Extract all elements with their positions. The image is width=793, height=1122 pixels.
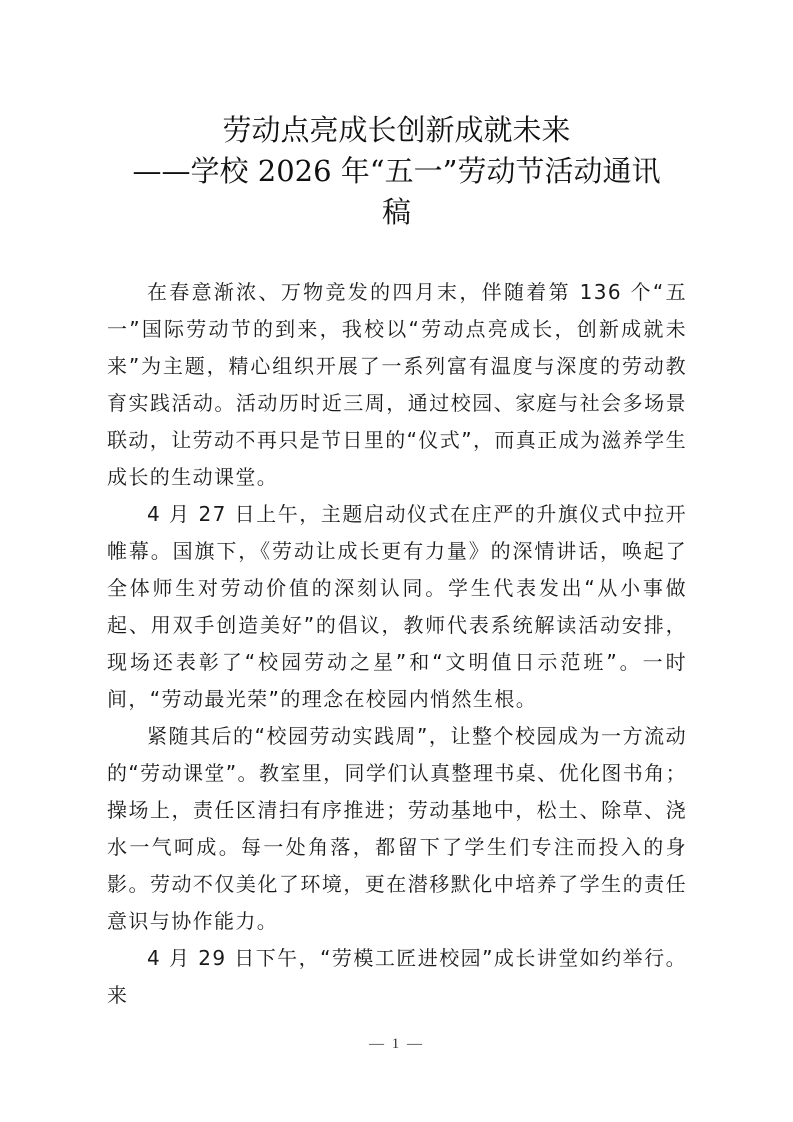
title-subtitle-continued: 稿 [381,195,411,229]
paragraph-practice-week: 紧随其后的“校园劳动实践周”，让整个校园成为一方流动的“劳动课堂”。教室里，同学们认真整理书桌、优化图书角；操场上，责任区清扫有序推进；劳动基地中，松土、除草、浇水一气呵成。每一处角落，都留下了学生们专注而投入的身影。劳动不仅美化了环境，更在潜移默化中培养了学生的责任意识与协作能力。 [107,724,687,933]
paragraph-lecture: 4 月 29 日下午，“劳模工匠进校园”成长讲堂如约举行。来 [107,946,687,1007]
document-title [100,110,693,233]
title-subtitle: ——学校 2026 年“五一”劳动节活动通讯 [132,154,661,188]
page-number: — 1 — [369,1036,424,1052]
title-main: 劳动点亮成长创新成就未来 [222,113,571,147]
paragraph-launch-ceremony: 4 月 27 日上午，主题启动仪式在庄严的升旗仪式中拉开帷幕。国旗下，《劳动让成长更有力量》的深情讲话，唤起了全体师生对劳动价值的深刻认同。学生代表发出“从小事做起、用双手创造美好”的倡议，教师代表系统解读活动安排，现场还表彰了“校园劳动之星”和“文明值日示范班”。一时间，“劳动最光荣”的理念在校园内悄然生根。 [107,502,687,711]
paragraph-intro: 在春意渐浓、万物竞发的四月末，伴随着第 136 个“五一”国际劳动节的到来，我校以“劳动点亮成长，创新成就未来”为主题，精心组织开展了一系列富有温度与深度的劳动教育实践活动。活动历时近三周，通过校园、家庭与社会多场景联动，让劳动不再只是节日里的“仪式”，而真正成为滋养学生成长的生动课堂。 [107,280,687,489]
document-body [107,274,687,1014]
